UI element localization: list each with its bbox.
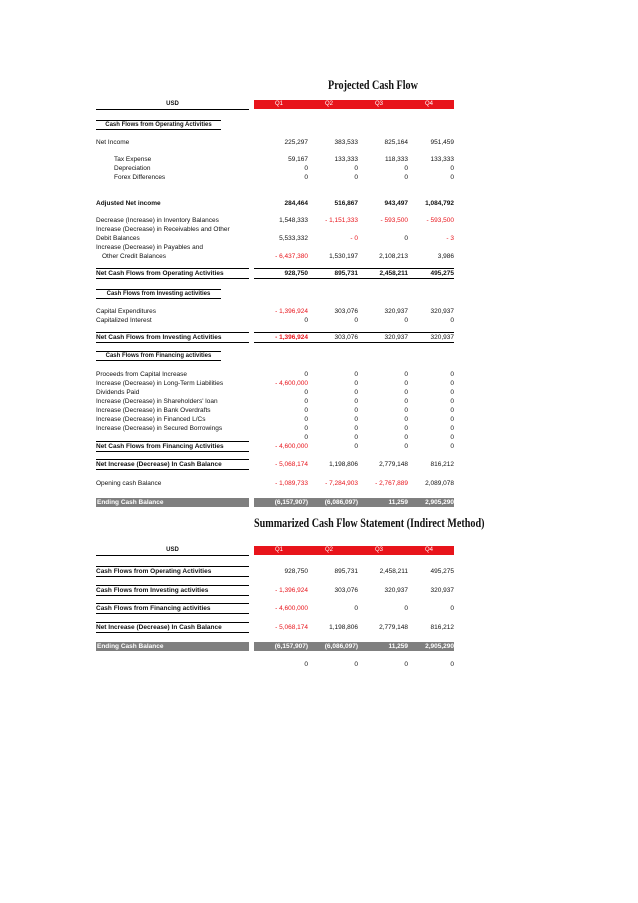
row-label: Capital Expenditures — [96, 308, 156, 315]
divider — [96, 576, 249, 577]
q4-header: Q4 — [424, 547, 433, 553]
row-label: Increase (Decrease) in Bank Overdrafts — [96, 407, 211, 414]
row-payables-label — [96, 243, 454, 252]
row-shareholder-loan — [96, 397, 454, 406]
cell-q4: 0 — [450, 398, 454, 405]
divider — [96, 595, 249, 596]
row-label: Net Cash Flows from Financing Activities — [96, 443, 224, 450]
row-label: Net Increase (Decrease) In Cash Balance — [96, 461, 222, 468]
cell-q3: 11,259 — [388, 499, 408, 506]
cell-q2: - 1,151,333 — [325, 217, 358, 224]
cell-q3: 2,458,211 — [379, 568, 408, 575]
row-label: Increase (Decrease) in Receivables and Other — [96, 226, 230, 233]
cell-q4: 0 — [450, 443, 454, 450]
cell-q3: 0 — [404, 317, 408, 324]
cell-q4: 495,275 — [430, 270, 454, 277]
cell-q2: 0 — [354, 443, 358, 450]
ending-label-cell — [96, 498, 249, 507]
q2-header: Q2 — [324, 101, 333, 107]
cell-q1: - 5,068,174 — [275, 461, 308, 468]
cell-q1: - 5,068,174 — [275, 624, 308, 631]
row-financed-lcs — [96, 415, 454, 424]
row-label: Increase (Decrease) in Shareholders' loan — [96, 398, 218, 405]
cell-q2: 0 — [354, 425, 358, 432]
cell-q2: 133,333 — [334, 156, 358, 163]
cell-q4: 2,089,078 — [425, 480, 454, 487]
cell-q2: 0 — [354, 165, 358, 172]
row-capitalized-interest — [96, 316, 454, 325]
cell-q3: 0 — [404, 416, 408, 423]
cell-q2: 0 — [354, 174, 358, 181]
row-secured — [96, 424, 454, 433]
cell-q3: - 593,500 — [380, 217, 408, 224]
cell-q3: 0 — [404, 174, 408, 181]
row-label: Forex Differences — [114, 174, 166, 181]
cell-q1: - 1,396,924 — [275, 334, 308, 341]
row-label: Ending Cash Balance — [97, 643, 164, 650]
cell-q4: 951,459 — [430, 139, 454, 146]
cell-q4: 0 — [450, 174, 454, 181]
row-label: Other Credit Balances — [102, 253, 166, 260]
cell-q4: 0 — [450, 425, 454, 432]
cell-q2: (6,086,097) — [324, 499, 358, 506]
q3-header: Q3 — [374, 101, 383, 107]
cell-q4: 3,986 — [437, 253, 454, 260]
cell-q4: 0 — [450, 165, 454, 172]
cell-q4: 0 — [450, 661, 454, 668]
cell-q4: 816,212 — [430, 461, 454, 468]
cell-q2: 0 — [354, 371, 358, 378]
row-tax-expense — [96, 155, 454, 164]
row-adjusted-net-income — [96, 199, 454, 208]
section-operating: Cash Flows from Operating Activities — [96, 120, 221, 130]
cell-q1: 0 — [304, 434, 308, 441]
cell-q3: 2,779,148 — [379, 461, 408, 468]
cell-q3: 0 — [404, 235, 408, 242]
cell-q4: 0 — [450, 605, 454, 612]
cell-q1: - 6,437,380 — [275, 253, 308, 260]
cell-q2: 895,731 — [334, 270, 358, 277]
cell-q2: 383,533 — [334, 139, 358, 146]
row-capital-increase — [96, 370, 454, 379]
cell-q2: 1,198,806 — [329, 461, 358, 468]
cell-q2: 895,731 — [334, 568, 358, 575]
row-label: Depreciation — [114, 165, 151, 172]
cell-q4: 0 — [450, 434, 454, 441]
cell-q3: 320,937 — [384, 334, 408, 341]
cell-q1: 0 — [304, 317, 308, 324]
cell-q3: 320,937 — [384, 308, 408, 315]
cell-q2: 0 — [354, 434, 358, 441]
cell-q4: 0 — [450, 389, 454, 396]
q4-header: Q4 — [424, 101, 433, 107]
cell-q1: - 1,396,924 — [275, 587, 308, 594]
row-forex — [96, 173, 454, 182]
cell-q3: 0 — [404, 407, 408, 414]
cell-q1: 0 — [304, 661, 308, 668]
cell-q2: 0 — [354, 389, 358, 396]
summary-row-net-increase — [96, 623, 454, 632]
row-receivables-label — [96, 225, 454, 234]
row-net-investing — [96, 333, 454, 342]
cell-q4: 816,212 — [430, 624, 454, 631]
cell-q1: 0 — [304, 389, 308, 396]
cell-q3: 2,108,213 — [379, 253, 408, 260]
row-lt-liabilities — [96, 379, 454, 388]
cell-q1: 225,297 — [284, 139, 308, 146]
divider — [96, 451, 249, 452]
divider — [96, 632, 249, 633]
summary-row-operating — [96, 567, 454, 576]
divider — [96, 342, 249, 343]
cell-q4: 0 — [450, 380, 454, 387]
row-label: Dividends Paid — [96, 389, 140, 396]
usd-header: USD — [96, 546, 249, 556]
cell-q1: 0 — [304, 371, 308, 378]
row-label: Debit Balances — [96, 235, 140, 242]
section-financing: Cash Flows from Financing activities — [96, 351, 221, 361]
row-net-income — [96, 138, 454, 147]
summary-row-ending-balance — [96, 642, 454, 651]
q1-header: Q1 — [274, 101, 283, 107]
cell-q1: 928,750 — [284, 270, 308, 277]
row-label: Decrease (Increase) in Inventory Balances — [96, 217, 219, 224]
cell-q1: (6,157,907) — [274, 643, 308, 650]
cell-q1: 0 — [304, 425, 308, 432]
cell-q2: 0 — [354, 407, 358, 414]
cell-q4: 2,905,290 — [425, 643, 454, 650]
row-ending-balance — [96, 498, 454, 507]
cell-q3: 118,333 — [384, 156, 408, 163]
cell-q4: 0 — [450, 371, 454, 378]
cell-q3: 943,497 — [384, 200, 408, 207]
cell-q1: - 1,396,924 — [275, 308, 308, 315]
row-label: Net Increase (Decrease) In Cash Balance — [96, 624, 222, 631]
usd-header: USD — [96, 100, 249, 110]
cell-q4: 320,937 — [430, 587, 454, 594]
projected-title: Projected Cash Flow — [328, 77, 418, 92]
divider — [254, 342, 454, 343]
row-receivables — [96, 234, 454, 243]
row-label: Increase (Decrease) in Long-Term Liabilities — [96, 380, 224, 387]
row-depreciation — [96, 164, 454, 173]
cell-q4: - 3 — [446, 235, 454, 242]
cell-q2: 0 — [354, 605, 358, 612]
cell-q1: 0 — [304, 165, 308, 172]
cell-q4: 0 — [450, 407, 454, 414]
cell-q3: 11,259 — [388, 643, 408, 650]
row-label: Cash Flows from Investing activities — [96, 587, 209, 594]
row-label: Ending Cash Balance — [97, 499, 164, 506]
cell-q2: - 7,284,903 — [325, 480, 358, 487]
cell-q3: - 2,767,889 — [375, 480, 408, 487]
cell-q1: 0 — [304, 407, 308, 414]
row-label: Increase (Decrease) in Financed L/Cs — [96, 416, 206, 423]
cell-q2: 303,076 — [334, 334, 358, 341]
cell-q3: 0 — [404, 380, 408, 387]
cell-q2: 0 — [354, 416, 358, 423]
cell-q4: 1,084,792 — [425, 200, 454, 207]
cell-q3: 0 — [404, 661, 408, 668]
cell-q1: - 1,089,733 — [275, 480, 308, 487]
section-investing: Cash Flows from Investing activities — [96, 289, 221, 299]
cell-q3: 320,937 — [384, 587, 408, 594]
cell-q2: 516,867 — [334, 200, 358, 207]
row-opening-balance — [96, 479, 454, 488]
row-net-operating — [96, 269, 454, 278]
cell-q1: - 4,600,000 — [275, 605, 308, 612]
cell-q2: 303,076 — [334, 308, 358, 315]
cell-q4: 133,333 — [430, 156, 454, 163]
q1-header: Q1 — [274, 547, 283, 553]
q3-header: Q3 — [374, 547, 383, 553]
cell-q1: - 4,600,000 — [275, 443, 308, 450]
cell-q4: 2,905,290 — [425, 499, 454, 506]
row-label: Increase (Decrease) in Secured Borrowings — [96, 425, 223, 432]
divider — [96, 613, 249, 614]
cell-q1: 284,464 — [284, 200, 308, 207]
cell-q3: 0 — [404, 605, 408, 612]
row-payables — [96, 252, 454, 261]
summary-row-investing — [96, 586, 454, 595]
cell-q2: 1,198,806 — [329, 624, 358, 631]
row-label: Capitalized Interest — [96, 317, 152, 324]
cell-q1: 0 — [304, 416, 308, 423]
cell-q2: (6,086,097) — [324, 643, 358, 650]
summary-row-financing — [96, 604, 454, 613]
cell-q2: 0 — [354, 317, 358, 324]
cell-q2: 0 — [354, 661, 358, 668]
cell-q4: 320,937 — [430, 308, 454, 315]
cell-q2: - 0 — [350, 235, 358, 242]
q2-header: Q2 — [324, 547, 333, 553]
quarter-header-bar — [254, 546, 454, 555]
row-net-increase — [96, 460, 454, 469]
divider — [96, 278, 249, 279]
cell-q4: 495,275 — [430, 568, 454, 575]
row-label: Cash Flows from Financing activities — [96, 605, 211, 612]
row-dividends — [96, 388, 454, 397]
cell-q3: 0 — [404, 389, 408, 396]
cell-q1: (6,157,907) — [274, 499, 308, 506]
row-inventory — [96, 216, 454, 225]
row-label: Net Cash Flows from Operating Activities — [96, 270, 224, 277]
row-label: Tax Expense — [114, 156, 152, 163]
cell-q1: 5,533,332 — [279, 235, 308, 242]
cell-q1: 1,548,333 — [279, 217, 308, 224]
cell-q1: 0 — [304, 398, 308, 405]
cell-q3: 0 — [404, 443, 408, 450]
divider — [254, 278, 454, 279]
cell-q4: - 593,500 — [426, 217, 454, 224]
row-overdrafts — [96, 406, 454, 415]
cell-q3: 0 — [404, 434, 408, 441]
row-label: Net Income — [96, 139, 130, 146]
cell-q3: 2,779,148 — [379, 624, 408, 631]
row-label: Net Cash Flows from Investing Activities — [96, 334, 222, 341]
cell-q4: 320,937 — [430, 334, 454, 341]
cell-q3: 0 — [404, 425, 408, 432]
summary-row-check — [96, 660, 454, 669]
quarter-header-bar — [254, 100, 454, 109]
cell-q1: - 4,600,000 — [275, 380, 308, 387]
ending-label-cell — [96, 642, 249, 651]
divider — [96, 469, 249, 470]
cell-q3: 825,164 — [384, 139, 408, 146]
cell-q2: 303,076 — [334, 587, 358, 594]
cell-q3: 0 — [404, 371, 408, 378]
cell-q2: 0 — [354, 380, 358, 387]
cell-q3: 2,458,211 — [379, 270, 408, 277]
cell-q4: 0 — [450, 317, 454, 324]
cell-q2: 1,530,197 — [329, 253, 358, 260]
summary-title: Summarized Cash Flow Statement (Indirect Method) — [254, 515, 485, 530]
row-label: Increase (Decrease) in Payables and — [96, 244, 203, 251]
cell-q2: 0 — [354, 398, 358, 405]
cell-q3: 0 — [404, 165, 408, 172]
cell-q1: 59,167 — [288, 156, 308, 163]
cell-q4: 0 — [450, 416, 454, 423]
row-label: Adjusted Net income — [96, 200, 161, 207]
row-label: Cash Flows from Operating Activities — [96, 568, 212, 575]
cell-q1: 928,750 — [284, 568, 308, 575]
row-net-financing — [96, 442, 454, 451]
cell-q3: 0 — [404, 398, 408, 405]
row-label: Proceeds from Capital Increase — [96, 371, 188, 378]
row-label: Opening cash Balance — [96, 480, 162, 487]
row-capex — [96, 307, 454, 316]
cell-q1: 0 — [304, 174, 308, 181]
